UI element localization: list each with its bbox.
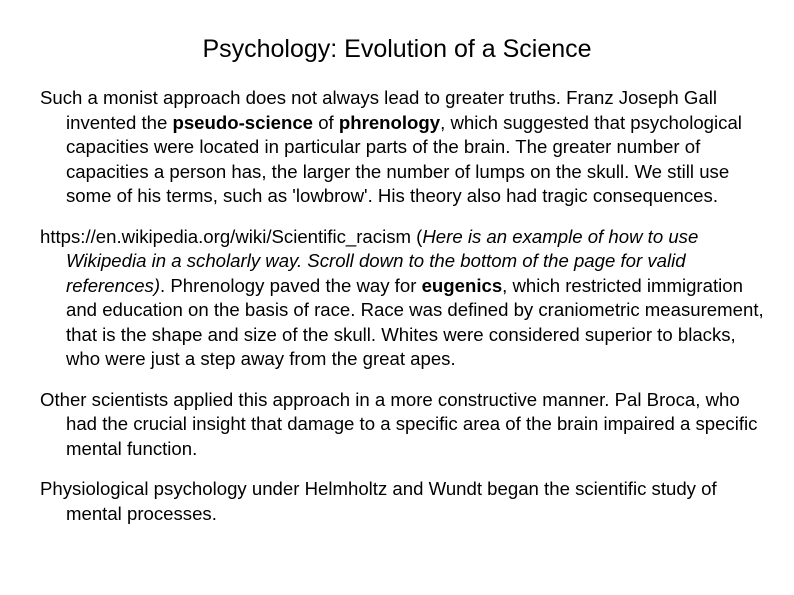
paragraph-helmholtz-wundt xyxy=(40,477,770,526)
wikipedia-url[interactable]: https://en.wikipedia.org/wiki/Scientific_racism xyxy=(40,225,411,247)
text-run: Other scientists applied this approach in a more constructive manner. Pal Broca, who had the crucial insight that damage to a specific area of the brain impaired a specific mental function. xyxy=(40,388,758,459)
text-run: Physiological psychology under Helmholtz and Wundt began the scientific study of mental processes. xyxy=(40,478,717,524)
text-run: ( xyxy=(411,225,423,247)
term-eugenics: eugenics xyxy=(421,274,503,296)
text-run: , which suggested that psychological capacities were located in particular parts of the brain. The greater number of capacities a person has, the larger the number of lumps on the skull. We still use some of his terms, such as 'lowbrow'. His theory also had tragic consequences. xyxy=(66,111,742,206)
slide-title: Psychology: Evolution of a Science xyxy=(202,35,592,63)
paragraph-eugenics xyxy=(40,225,770,372)
text-run: , which restricted immigration and education on the basis of race. Race was defined by craniometric measurement, that is the shape and size of the skull. Whites were considered superior to blacks, who were just a step away from the great apes. xyxy=(66,274,764,369)
paragraph-broca xyxy=(40,388,770,462)
wikipedia-note: Here is an example of how to use Wikipedia in a scholarly way. Scroll down to the bottom of the page for valid references) xyxy=(66,225,699,296)
text-run: Such a monist approach does not always lead to greater truths. Franz Joseph Gall invented the xyxy=(40,87,717,133)
slide-body xyxy=(40,86,770,526)
text-run: . Phrenology paved the way for xyxy=(160,274,422,296)
term-pseudo-science: pseudo-science xyxy=(172,111,314,133)
term-phrenology: phrenology xyxy=(338,111,441,133)
text-run: of xyxy=(313,111,339,133)
paragraph-phrenology xyxy=(40,86,770,209)
